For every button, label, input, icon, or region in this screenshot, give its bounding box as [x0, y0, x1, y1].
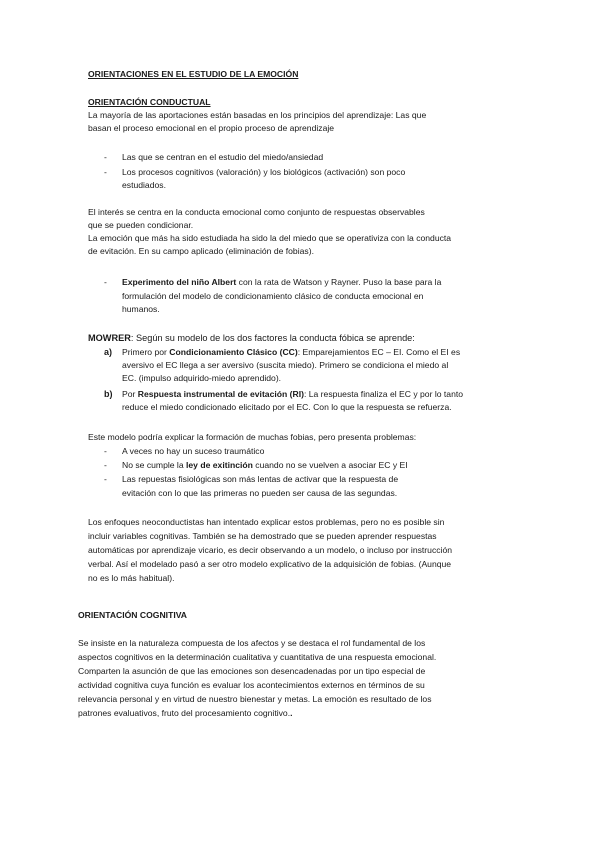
item-a-bold: Condicionamiento Clásico (CC)	[169, 347, 298, 357]
para2-line-1: El interés se centra en la conducta emocional como conjunto de respuestas observables	[88, 207, 425, 217]
problem-bold: ley de exitinción	[186, 460, 253, 470]
item-a-pre: Primero por	[122, 347, 170, 357]
bullet-text: Las que se centran en el estudio del miedo/ansiedad	[122, 152, 324, 162]
bullet-dash: -	[104, 474, 107, 484]
bullet-dash: -	[104, 460, 107, 470]
neo-line: no es lo más habitual).	[88, 573, 175, 583]
item-b-bold: Respuesta instrumental de evitación (RI)	[137, 389, 304, 399]
problem-text: A veces no hay un suceso traumático	[122, 446, 265, 456]
item-b-line-1	[122, 388, 463, 400]
problems-intro: Este modelo podría explicar la formación de muchas fobias, pero presenta problemas:	[88, 432, 417, 442]
document-title: ORIENTACIONES EN EL ESTUDIO DE LA EMOCIÓN	[88, 69, 299, 79]
bullet-dash: -	[104, 277, 107, 287]
bullet-dash: -	[104, 167, 107, 177]
albert-line-3: humanos.	[122, 304, 160, 314]
bullet-dash: -	[104, 152, 107, 162]
item-a-line-1	[122, 346, 460, 358]
intro-line-1: La mayoría de las aportaciones están basadas en los principios del aprendizaje: Las que	[88, 110, 427, 120]
cognitiva-line: Comparten la asunción de que las emociones son desencadenadas por un tipo especial de	[78, 666, 426, 676]
item-a-line-3: EC. (impulso adquirido-miedo aprendido).	[122, 373, 282, 383]
problem-continuation: evitación con lo que las primeras no pueden ser causa de las segundas.	[122, 488, 398, 498]
list-label-b: b)	[104, 389, 113, 399]
neo-line: automáticas por aprendizaje vicario, es decir observando a un modelo, o incluso por instrucción	[88, 545, 453, 555]
final-period: .	[290, 708, 293, 718]
section-heading-conductual: ORIENTACIÓN CONDUCTUAL	[88, 97, 211, 107]
neo-line: Los enfoques neoconductistas han intentado explicar estos problemas, pero no es posible sin	[88, 517, 445, 527]
problem-text: No se cumple la	[122, 460, 187, 470]
mowrer-text: : Según su modelo de los dos factores la conducta fóbica se aprende:	[130, 333, 415, 343]
cognitiva-line: relevancia personal y en virtud de nuestro bienestar y metas. La emoción es resultado de los	[78, 694, 432, 704]
neo-line: incluir variables cognitivas. También se ha demostrado que se pueden aprender respuestas	[88, 531, 437, 541]
cognitiva-last-line	[78, 707, 293, 719]
section-heading-cognitiva: ORIENTACIÓN COGNITIVA	[78, 610, 188, 620]
cognitiva-line: patrones evaluativos, fruto del procesamiento cognitivo.	[78, 708, 291, 718]
bullet-continuation: estudiados.	[122, 180, 166, 190]
mowrer-line	[88, 332, 415, 344]
cognitiva-line: actividad cognitiva cuya función es evaluar los acontecimientos externos en términos de su	[78, 680, 425, 690]
intro-line-2: basan el proceso emocional en el propio proceso de aprendizaje	[88, 123, 335, 133]
cognitiva-line: Se insiste en la naturaleza compuesta de los afectos y se destaca el rol fundamental de los	[78, 638, 426, 648]
para2-line-2: que se pueden condicionar.	[88, 220, 194, 230]
item-a-line-2: aversivo el EC llega a ser aversivo (suscita miedo). Primero se condiciona el miedo al	[122, 360, 449, 370]
item-b-pre: Por	[122, 389, 138, 399]
item-b-line-2: reduce el miedo condicionado elicitado por el EC. Con lo que la respuesta se refuerza.	[122, 402, 452, 412]
albert-line-2: formulación del modelo de condicionamiento clásico de conducta emocional en	[122, 291, 424, 301]
mowrer-bold: MOWRER	[88, 333, 131, 343]
item-b-rest: : La respuesta finaliza el EC y por lo tanto	[303, 389, 464, 399]
para2-line-3: La emoción que más ha sido estudiada ha sido la del miedo que se operativiza con la conducta	[88, 233, 452, 243]
problem-text: cuando no se vuelven a asociar EC y EI	[252, 460, 408, 470]
bullet-dash: -	[104, 446, 107, 456]
bullet-text: Los procesos cognitivos (valoración) y los biológicos (activación) son poco	[122, 167, 406, 177]
cognitiva-line: aspectos cognitivos en la determinación cualitativa y cuantitativa de una respuesta emocional.	[78, 652, 437, 662]
problem-text: Las repuestas fisiológicas son más lentas de activar que la respuesta de	[122, 474, 399, 484]
albert-bold: Experimento del niño Albert	[122, 277, 237, 287]
list-label-a: a)	[104, 347, 113, 357]
para2-line-4: de evitación. En su campo aplicado (eliminación de fobias).	[88, 246, 314, 256]
item-a-rest: : Emparejamientos EC – EI. Como el EI es	[297, 347, 461, 357]
albert-text: con la rata de Watson y Rayner. Puso la base para la	[236, 277, 442, 287]
neo-line: verbal. Así el modelado pasó a ser otro modelo explicativo de la adquisición de fobias. (Aunque	[88, 559, 452, 569]
